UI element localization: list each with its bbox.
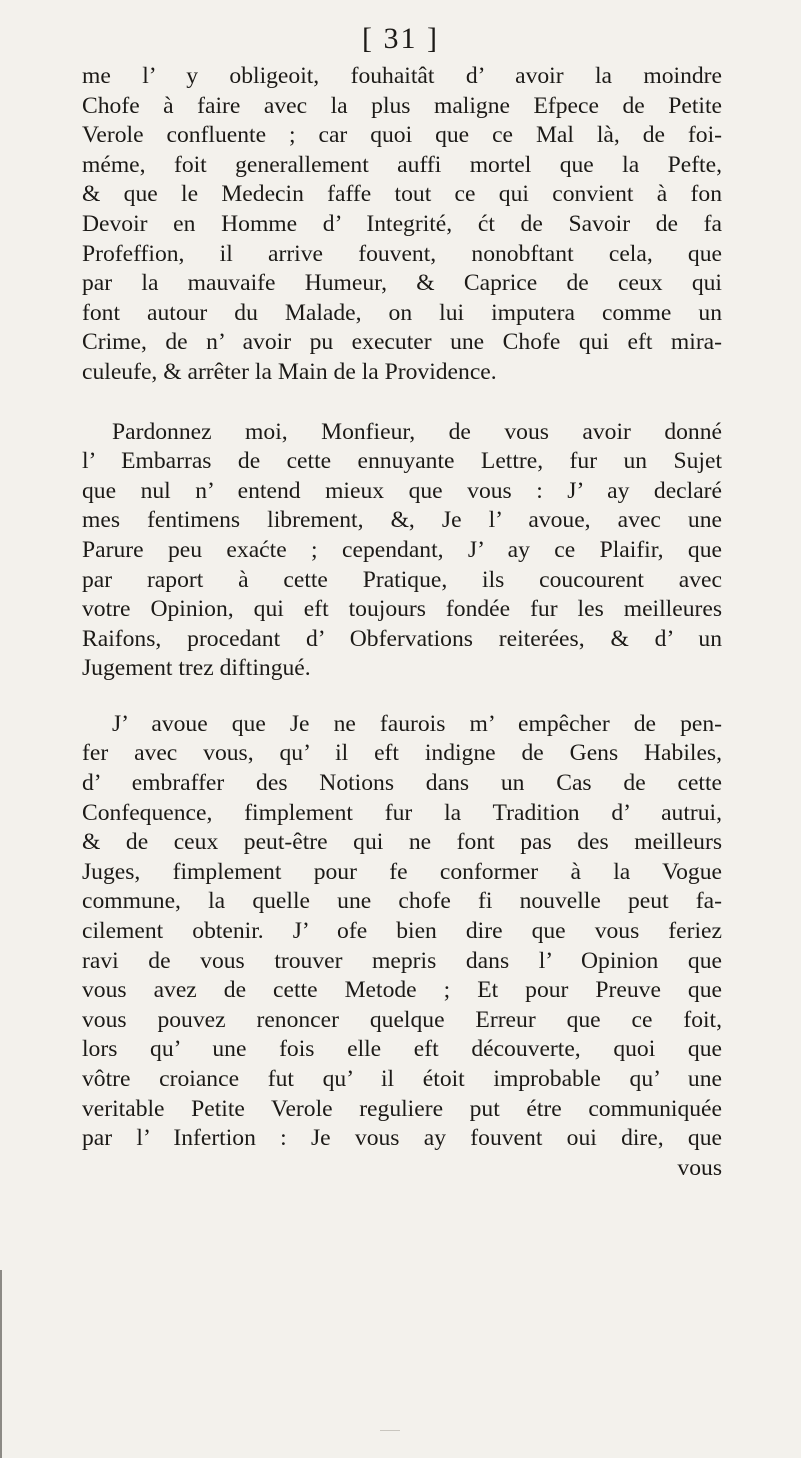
text-line: par la mauvaife Humeur, & Caprice de ceux qui — [82, 270, 722, 297]
catchword: vous — [677, 1154, 722, 1181]
text-line: Parure peu exaćte ; cependant, J’ ay ce Plaifir, que — [82, 536, 722, 563]
text-line: Raifons, procedant d’ Obfervations reiterées, & d’ un — [82, 625, 722, 652]
text-line: que nul n’ entend mieux que vous : J’ ay declaré — [82, 477, 722, 504]
text-line: Crime, de n’ avoir pu executer une Chofe qui eft mira- — [82, 329, 722, 356]
text-line: Chofe à faire avec la plus maligne Efpece de Petite — [82, 92, 722, 119]
text-line: fer avec vous, qu’ il eft indigne de Gens Habiles, — [82, 740, 722, 767]
page-edge-line — [0, 1270, 2, 1458]
text-line: mes fentimens librement, &, Je l’ avoue, avec une — [82, 507, 722, 534]
text-line: Verole confluente ; car quoi que ce Mal là, de foi- — [82, 122, 722, 149]
paragraph-gap — [82, 684, 722, 710]
text-line: méme, foit generallement auffi mortel que la Pefte, — [82, 151, 722, 178]
text-line: votre Opinion, qui eft toujours fondée fur les meilleures — [82, 596, 722, 623]
text-line: Jugement trez diftingué. — [82, 655, 311, 682]
text-line: vous avez de cette Metode ; Et pour Preuve que — [82, 977, 722, 1004]
text-line: lors qu’ une fois elle eft découverte, quoi que — [82, 1036, 722, 1063]
text-line: font autour du Malade, on lui imputera comme un — [82, 299, 722, 326]
text-line: par raport à cette Pratique, ils coucourent avec — [82, 566, 722, 593]
text-line: par l’ Infertion : Je vous ay fouvent oui dire, que — [82, 1125, 722, 1152]
body-text — [82, 62, 722, 1183]
text-line: Profeffion, il arrive fouvent, nonobftant cela, que — [82, 240, 722, 267]
text-line: & que le Medecin faffe tout ce qui convient à fon — [82, 181, 722, 208]
page-mark — [380, 1430, 400, 1431]
text-line: culeufe, & arrêter la Main de la Providence. — [82, 358, 497, 385]
text-line: & de ceux peut-être qui ne font pas des meilleurs — [82, 829, 722, 856]
text-line: Devoir en Homme d’ Integrité, ćt de Savoir de fa — [82, 210, 722, 237]
text-line: Confequence, fimplement fur la Tradition d’ autrui, — [82, 799, 722, 826]
text-line: l’ Embarras de cette ennuyante Lettre, fur un Sujet — [82, 448, 722, 475]
text-line: ravi de vous trouver mepris dans l’ Opinion que — [82, 947, 722, 974]
text-line: commune, la quelle une chofe fi nouvelle peut fa- — [82, 888, 722, 915]
text-line: vous pouvez renoncer quelque Erreur que ce foit, — [82, 1006, 722, 1033]
text-line: Juges, fimplement pour fe conformer à la Vogue — [82, 858, 722, 885]
text-line: d’ embraffer des Notions dans un Cas de cette — [82, 770, 722, 797]
text-line: me l’ y obligeoit, fouhaitât d’ avoir la moindre — [82, 63, 722, 89]
page-number: [ 31 ] — [362, 22, 439, 55]
text-line: J’ avoue que Je ne faurois m’ empêcher de pen- — [112, 710, 722, 737]
paragraph-gap — [82, 388, 722, 418]
text-line: cilement obtenir. J’ ofe bien dire que vous feriez — [82, 918, 722, 945]
text-line: vôtre croiance fut qu’ il étoit improbable qu’ une — [82, 1066, 722, 1092]
text-line: veritable Petite Verole reguliere put étre communiquée — [82, 1095, 722, 1122]
text-line: Pardonnez moi, Monfieur, de vous avoir donné — [112, 418, 722, 445]
